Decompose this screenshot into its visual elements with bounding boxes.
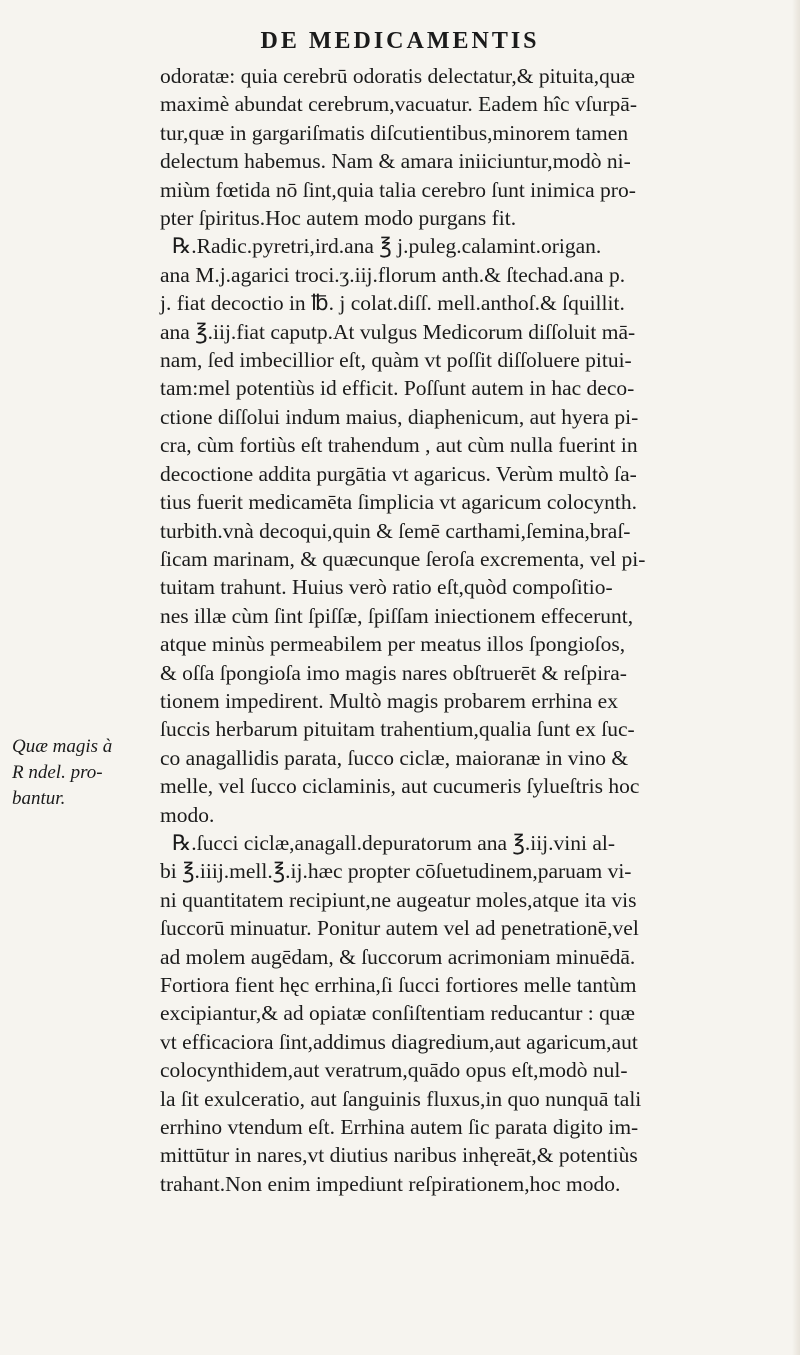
text-line: ana ℥.iij.fiat caputp.At vulgus Medicorum diſſoluit mā-	[160, 319, 636, 344]
text-line: tam:mel potentiùs id efficit. Poſſunt autem in hac deco-	[160, 376, 635, 401]
text-line: errhino vtendum eſt. Errhina autem ſic parata digito im-	[160, 1115, 639, 1140]
text-line: pter ſpiritus.Hoc autem modo purgans fit.	[160, 206, 517, 231]
running-title: DE MEDICAMENTIS	[260, 28, 540, 54]
text-line: colocynthidem,aut veratrum,quādo opus eſt,modò nul-	[160, 1058, 628, 1083]
margin-note-line: bantur.	[12, 788, 66, 809]
text-line: decoctione addita purgātia vt agaricus. Verùm multò ſa-	[160, 461, 637, 486]
text-line: j. fiat decoctio in ℔. j colat.diſſ. mell.anthoſ.& ſquillit.	[160, 291, 625, 316]
text-line: ℞.ſucci ciclæ,anagall.depuratorum ana ℥.iij.vini al-	[172, 830, 616, 855]
text-line: tuitam trahunt. Huius verò ratio eſt,quòd compoſitio-	[160, 575, 613, 600]
text-line: vt efficaciora ſint,addimus diagredium,aut agaricum,aut	[160, 1029, 638, 1054]
margin-note	[12, 734, 152, 812]
text-line: ad molem augēdam, & ſuccorum acrimoniam minuēdā.	[160, 944, 636, 969]
text-line: ni quantitatem recipiunt,ne augeatur moles,atque ita vis	[160, 887, 637, 912]
text-line: miùm fœtida nō ſint,quia talia cerebro ſunt inimica pro-	[160, 177, 636, 202]
text-line: tius fuerit medicamēta ſimplicia vt agaricum colocynth.	[160, 490, 638, 515]
text-line: Fortiora fient hęc errhina,ſi ſucci fortiores melle tantùm	[160, 973, 637, 997]
text-line: melle, vel ſucco ciclaminis, aut cucumeris ſylueſtris hoc	[160, 774, 640, 799]
text-line: maximè abundat cerebrum,vacuatur. Eadem hîc vſurpā-	[160, 92, 637, 117]
text-line: tionem impedirent. Multò magis probarem errhina ex	[160, 688, 618, 713]
page-edge-shadow	[792, 0, 800, 1355]
text-line: nes illæ cùm ſint ſpiſſæ, ſpiſſam iniectionem effecerunt,	[160, 603, 634, 628]
text-line: ctione diſſolui indum maius, diaphenicum, aut hyera pi-	[160, 404, 639, 429]
text-line: delectum habemus. Nam & amara iniiciuntur,modò ni-	[160, 149, 631, 174]
text-line: odoratæ: quia cerebrū odoratis delectatur,& pituita,quæ	[160, 64, 635, 88]
text-line: trahant.Non enim impediunt reſpirationem,hoc modo.	[160, 1171, 621, 1196]
text-line: tur,quæ in gargariſmatis diſcutientibus,minorem tamen	[160, 120, 629, 145]
margin-note-line: Quæ magis à	[12, 736, 113, 757]
text-line: ſuccorū minuatur. Ponitur autem vel ad penetrationē,vel	[160, 916, 639, 941]
text-line: co anagallidis parata, ſucco ciclæ, maioranæ in vino &	[160, 745, 629, 770]
text-line: la ſit exulceratio, aut ſanguinis fluxus,in quo nunquā tali	[160, 1086, 642, 1111]
main-text-block	[160, 62, 782, 1198]
text-line: & oſſa ſpongioſa imo magis nares obſtruerēt & reſpira-	[160, 660, 627, 685]
text-line: modo.	[160, 802, 215, 827]
text-line: atque minùs permeabilem per meatus illos ſpongioſos,	[160, 632, 626, 657]
text-line: cra, cùm fortiùs eſt trahendum , aut cùm nulla fuerint in	[160, 433, 638, 458]
text-line: mittūtur in nares,vt diutius naribus inhęreāt,& potentiùs	[160, 1143, 638, 1168]
text-line: ana M.j.agarici troci.ʒ.iij.florum anth.& ſtechad.ana p.	[160, 262, 626, 287]
text-line: ſicam marinam, & quæcunque ſeroſa excrementa, vel pi-	[160, 546, 646, 571]
text-line: ℞.Radic.pyretri,ird.ana ℥ j.puleg.calamint.origan.	[172, 234, 602, 259]
margin-note-line: R ndel. pro-	[12, 762, 103, 783]
text-line: excipiantur,& ad opiatæ conſiſtentiam reducantur : quæ	[160, 1001, 635, 1026]
text-line: turbith.vnà decoqui,quin & ſemē carthami,ſemina,braſ-	[160, 518, 631, 543]
text-line: nam, ſed imbecillior eſt, quàm vt poſſit diſſoluere pitui-	[160, 348, 632, 373]
text-line: ſuccis herbarum pituitam trahentium,qualia ſunt ex ſuc-	[160, 717, 635, 742]
text-line: bi ℥.iiij.mell.℥.ij.hæc propter cōſuetudinem,paruam vi-	[160, 859, 632, 884]
